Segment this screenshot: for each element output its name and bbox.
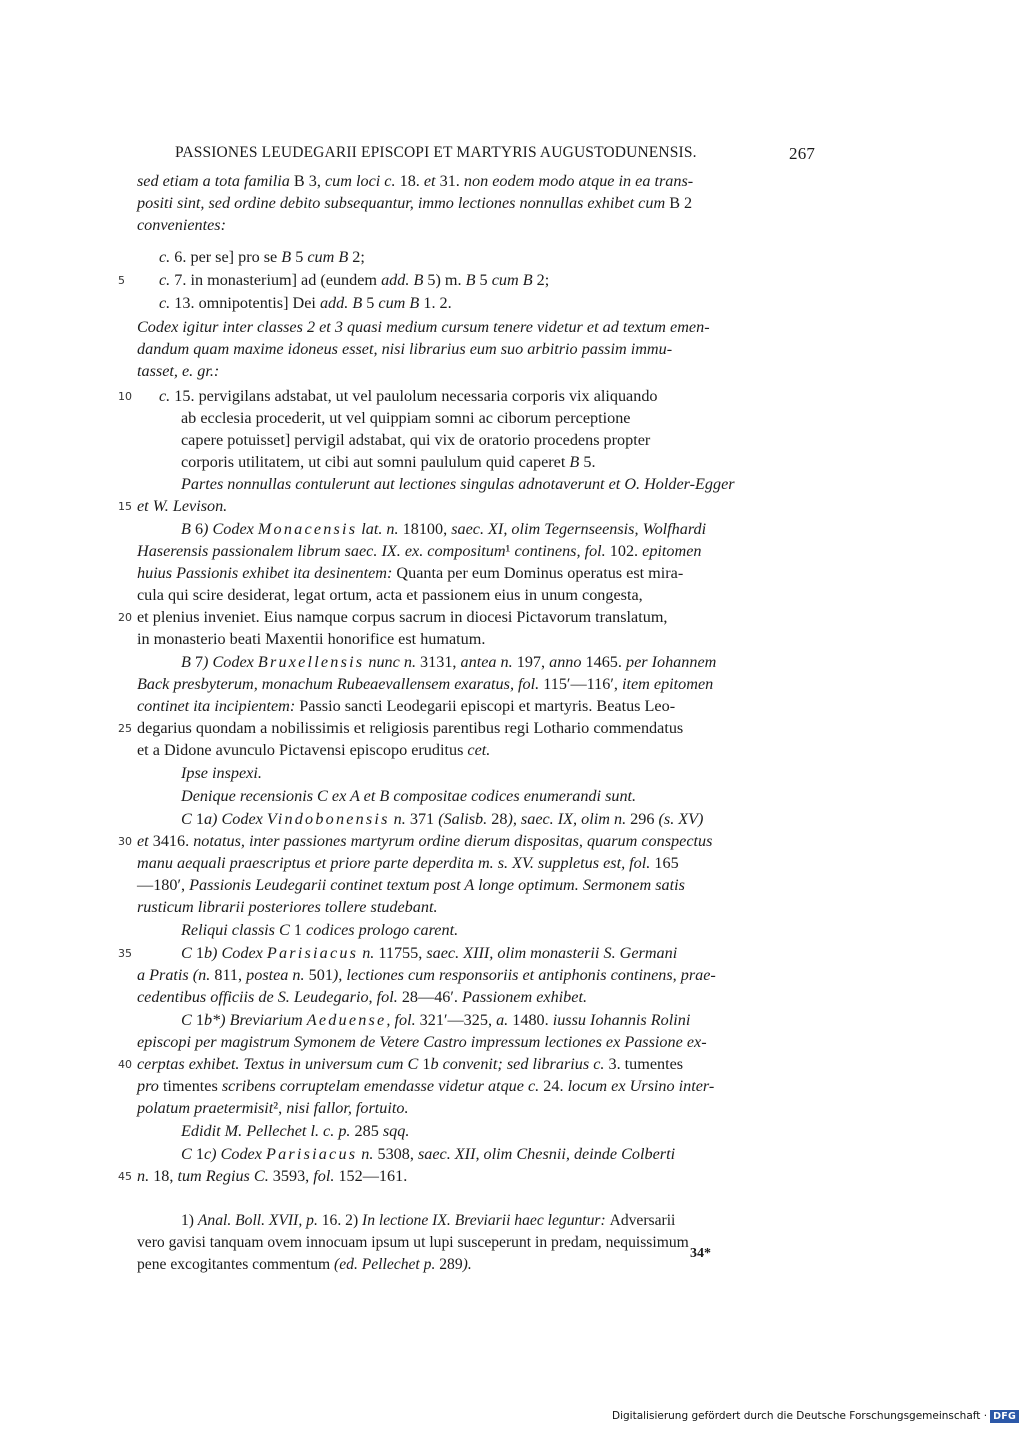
text-segment: episcopi per magistrum Symonem de Vetere Castro impressum lectiones ex Passione ex- <box>137 1033 707 1051</box>
text-segment: Reliqui classis C <box>181 921 294 939</box>
text-line <box>137 562 810 584</box>
text-line <box>137 1075 810 1097</box>
text-segment: ) Codex <box>203 653 258 671</box>
text-segment: 321′—325, <box>419 1011 497 1029</box>
text-segment: 2; <box>536 271 550 289</box>
text-segment: iussu Iohannis Rolini <box>552 1011 691 1029</box>
text-segment: ab ecclesia procederit, ut vel quippiam somni ac ciborum perceptione <box>181 409 631 427</box>
text-segment: c. <box>159 271 175 289</box>
text-segment: 5 <box>295 248 308 266</box>
text-segment: 5 <box>366 294 379 312</box>
text-line <box>137 338 810 360</box>
text-segment: ) Codex <box>203 520 258 538</box>
text-line <box>137 1053 810 1075</box>
text-segment: B <box>569 453 584 471</box>
text-segment: 15. pervigilans adstabat, ut vel paulolum necessaria corporis vix aliquando <box>174 387 658 405</box>
text-segment: 6 <box>194 520 204 538</box>
dfg-logo: DFG <box>990 1410 1019 1423</box>
text-segment: Back presbyterum, monachum Rubeaevallensem exaratus, fol. <box>137 675 544 693</box>
text-line <box>137 316 810 338</box>
text-line <box>137 1165 810 1187</box>
text-line <box>137 473 854 495</box>
text-segment: scribens corruptelam emendasse videtur atque c. <box>221 1077 544 1095</box>
text-segment: C <box>181 944 196 962</box>
text-line <box>137 695 810 717</box>
text-line <box>137 429 854 451</box>
text-segment: rusticum librarii posteriores tollere studebant. <box>137 898 438 916</box>
text-segment: sed etiam a tota familia <box>137 172 294 190</box>
text-line <box>137 762 854 784</box>
text-segment: c. <box>159 248 175 266</box>
text-line <box>137 170 810 192</box>
text-segment: per Iohannem <box>625 653 717 671</box>
text-segment: Aeduense <box>306 1011 387 1029</box>
text-segment: 1. 2. <box>423 294 452 312</box>
text-segment: B 3, <box>293 172 325 190</box>
text-segment: 28 <box>491 810 508 828</box>
text-segment: 3131, <box>420 653 461 671</box>
text-segment: a) Codex <box>203 810 267 828</box>
text-segment: 285 <box>354 1122 383 1140</box>
text-segment: 1480. <box>512 1011 553 1029</box>
text-segment: b) Codex <box>203 944 267 962</box>
text-line <box>137 942 854 964</box>
text-line <box>137 986 810 1008</box>
text-segment: positi sint, sed ordine debito subsequantur, immo lectiones nonnullas exhibet cum <box>137 194 670 212</box>
text-segment: saec. XI, olim Tegernseensis, Wolfhardi <box>451 520 707 538</box>
text-segment: C <box>181 1145 196 1163</box>
text-segment: in monasterio beati Maxentii honorifice est humatum. <box>137 630 486 648</box>
text-segment: B <box>281 248 296 266</box>
text-segment: et a Didone avunculo Pictavensi episcopo eruditus <box>137 741 468 759</box>
text-segment: 1 <box>293 921 307 939</box>
text-segment: ), saec. IX, olim n. <box>507 810 631 828</box>
text-line <box>137 852 810 874</box>
text-segment: fol. <box>313 1167 339 1185</box>
text-segment: 28—46′. <box>401 988 463 1006</box>
text-segment: 1) <box>181 1212 198 1229</box>
text-segment: 5308, <box>377 1145 418 1163</box>
text-line <box>137 628 810 650</box>
text-segment: C <box>181 1011 196 1029</box>
text-segment: 24. <box>543 1077 568 1095</box>
text-segment: c. <box>159 387 175 405</box>
text-segment: nunc n. <box>364 653 421 671</box>
text-segment: Bruxellensis <box>257 653 365 671</box>
text-segment: lat. n. <box>357 520 403 538</box>
line-number-label: 5 <box>118 274 125 287</box>
text-segment: saec. XII, olim Chesnii, deinde Colberti <box>417 1145 676 1163</box>
text-segment: 6. per se] pro se <box>174 248 282 266</box>
text-segment: huius Passionis exhibet ita desinentem: <box>137 564 397 582</box>
text-segment: ², <box>273 1099 287 1117</box>
text-segment: item epitomen <box>621 675 714 693</box>
text-segment: 115′—116′, <box>543 675 622 693</box>
text-segment: Monacensis <box>257 520 358 538</box>
text-segment: corporis utilitatem, ut cibi aut somni paululum quid caperet <box>181 453 570 471</box>
text-segment: In lectione IX. Breviarii haec leguntur: <box>362 1212 610 1229</box>
text-segment: 7. in monasterium] ad (eundem <box>174 271 382 289</box>
line-number-label: 25 <box>118 722 132 735</box>
credit-text: Digitalisierung gefördert durch die Deutsche Forschungsgemeinschaft · <box>612 1410 988 1422</box>
text-segment: 13. omnipotentis] Dei <box>174 294 320 312</box>
text-segment: 197, <box>516 653 550 671</box>
text-line <box>137 830 810 852</box>
text-segment: B <box>181 653 195 671</box>
text-segment: Passio sancti Leodegarii episcopi et martyris. Beatus Leo- <box>299 697 676 715</box>
text-segment: (ed. Pellechet p. <box>334 1256 440 1273</box>
text-segment: add. B <box>381 271 428 289</box>
text-line <box>137 606 810 628</box>
text-segment: a. <box>496 1011 513 1029</box>
text-segment: 1 <box>195 810 204 828</box>
text-segment: cerptas exhibet. Textus in universum cum C <box>137 1055 423 1073</box>
text-segment: et <box>137 832 153 850</box>
text-segment: 18, <box>153 1167 178 1185</box>
text-segment: Partes nonnullas contulerunt aut lectiones singulas adnotaverunt et O. Holder-Egger <box>181 475 735 493</box>
text-segment: et plenius inveniet. Eius namque corpus sacrum in diocesi Pictavorum translatum, <box>137 608 668 626</box>
text-segment: 3593, <box>272 1167 314 1185</box>
text-segment: 165 <box>654 854 679 872</box>
text-segment: 5) m. <box>427 271 466 289</box>
text-segment: Passionem exhibet. <box>462 988 587 1006</box>
text-segment: 1 <box>422 1055 431 1073</box>
text-segment: 102. <box>609 542 643 560</box>
line-number-label: 20 <box>118 611 132 624</box>
text-segment: cum B <box>307 248 353 266</box>
text-segment: 2; <box>352 248 365 266</box>
text-line <box>137 246 832 268</box>
text-segment: Haserensis passionalem librum saec. IX. ex. compositum <box>137 542 506 560</box>
text-segment: add. B <box>319 294 367 312</box>
text-line <box>137 385 832 407</box>
text-segment: cum B <box>491 271 537 289</box>
text-segment: convenientes: <box>137 216 226 234</box>
text-segment: codices prologo carent. <box>306 921 459 939</box>
text-segment: , fol. <box>386 1011 420 1029</box>
text-segment: 1 <box>195 944 204 962</box>
text-segment: B <box>181 520 195 538</box>
text-segment: C <box>181 810 196 828</box>
text-segment: pene excogitantes commentum <box>137 1256 335 1273</box>
text-segment: 1 <box>195 1145 204 1163</box>
text-segment: 5 <box>479 271 492 289</box>
text-segment: sqq. <box>382 1122 410 1140</box>
text-segment: degarius quondam a nobilissimis et religiosis parentibus regi Lothario commendatus <box>137 719 684 737</box>
text-line <box>137 964 810 986</box>
text-segment: B 2 <box>669 194 693 212</box>
text-segment: Ipse inspexi. <box>181 764 262 782</box>
text-line <box>137 1009 854 1031</box>
text-segment: (s. XV) <box>658 810 704 828</box>
text-segment: Vindobonensis <box>266 810 390 828</box>
signature-mark: 34* <box>690 1246 711 1261</box>
text-segment: 1465. <box>585 653 626 671</box>
text-segment: et W. Levison. <box>137 497 228 515</box>
text-segment: 11755, <box>378 944 427 962</box>
text-segment: timentes <box>162 1077 222 1095</box>
text-segment: cedentibus officiis de S. Leudegario, fol. <box>137 988 402 1006</box>
text-segment: B <box>465 271 480 289</box>
text-line <box>137 451 854 473</box>
text-line <box>137 360 810 382</box>
text-segment: tasset, e. gr.: <box>137 362 220 380</box>
line-number-label: 45 <box>118 1170 132 1183</box>
text-segment: continens, fol. <box>514 542 610 560</box>
text-line <box>137 673 810 695</box>
text-segment: Adversarii <box>609 1212 676 1229</box>
text-segment: 296 <box>630 810 659 828</box>
text-segment: Parisiacus <box>266 944 359 962</box>
text-line <box>137 269 832 291</box>
text-segment: n. <box>137 1167 154 1185</box>
line-number-label: 30 <box>118 835 132 848</box>
text-segment: 7 <box>194 653 204 671</box>
text-segment: 5. <box>583 453 596 471</box>
text-line <box>137 1120 854 1142</box>
text-line <box>137 540 810 562</box>
text-segment: Edidit M. Pellechet l. c. p. <box>181 1122 355 1140</box>
text-segment: dandum quam maxime idoneus esset, nisi librarius eum suo arbitrio passim immu- <box>137 340 673 358</box>
line-number-label: 35 <box>118 947 132 960</box>
text-line <box>137 407 854 429</box>
text-segment: n. <box>357 1145 378 1163</box>
text-segment: 811, <box>214 966 247 984</box>
text-segment: c) Codex <box>203 1145 266 1163</box>
text-segment: ), lectiones cum responsoriis et antiphonis continens, prae- <box>332 966 716 984</box>
text-segment: nisi fallor, fortuito. <box>286 1099 409 1117</box>
text-segment: vero gavisi tanquam ovem innocuam ipsum ut lupi susceperunt in predam, nequissimum <box>137 1234 689 1251</box>
text-line <box>137 1143 854 1165</box>
text-segment: continet ita incipientem: <box>137 697 300 715</box>
text-segment: saec. XIII, olim monasterii S. Germani <box>426 944 678 962</box>
text-line <box>137 739 810 761</box>
digitization-credit <box>612 1410 1019 1423</box>
text-segment: 371 <box>409 810 439 828</box>
line-number-label: 15 <box>118 500 132 513</box>
text-segment: 18. <box>399 172 424 190</box>
text-segment: n. <box>389 810 410 828</box>
text-segment: cet. <box>467 741 491 759</box>
text-segment: tum Regius C. <box>177 1167 273 1185</box>
text-segment: ¹ <box>505 542 515 560</box>
text-line <box>137 214 810 236</box>
text-segment: 1 <box>195 1011 204 1029</box>
text-segment: b*) Breviarium <box>203 1011 307 1029</box>
text-segment: 3. tumentes <box>608 1055 684 1073</box>
text-line <box>137 1031 810 1053</box>
text-segment: polatum praetermisit <box>137 1099 274 1117</box>
text-segment: postea n. <box>246 966 309 984</box>
text-line <box>137 919 854 941</box>
footnote-line <box>137 1210 854 1232</box>
text-segment: 16. 2) <box>321 1212 363 1229</box>
text-line <box>137 874 810 896</box>
text-segment: 3416. <box>152 832 194 850</box>
line-number-label: 40 <box>118 1058 132 1071</box>
text-line <box>137 518 854 540</box>
text-line <box>137 584 810 606</box>
text-segment: anno <box>549 653 586 671</box>
text-segment: Passionis Leudegarii continet textum post A longe optimum. Sermonem satis <box>189 876 685 894</box>
text-segment: epitomen <box>642 542 702 560</box>
text-line <box>137 785 854 807</box>
text-segment: capere potuisset] pervigil adstabat, qui vix de oratorio procedens propter <box>181 431 651 449</box>
text-segment: 152—161. <box>338 1167 408 1185</box>
text-segment: pro <box>137 1077 163 1095</box>
page-header-title: PASSIONES LEUDEGARII EPISCOPI ET MARTYRIS AUGUSTODUNENSIS. <box>175 144 697 161</box>
text-segment: 18100, <box>402 520 452 538</box>
text-line <box>137 651 854 673</box>
text-segment: non eodem modo atque in ea trans- <box>463 172 694 190</box>
text-line <box>137 717 810 739</box>
text-segment: locum ex Ursino inter- <box>567 1077 715 1095</box>
text-segment: b convenit; sed librarius c. <box>430 1055 609 1073</box>
text-segment: a Pratis (n. <box>137 966 215 984</box>
text-segment: 31. <box>439 172 464 190</box>
text-segment: ). <box>462 1256 472 1273</box>
text-segment: (Salisb. <box>438 810 492 828</box>
text-segment: notatus, inter passiones martyrum ordine dierum dispositas, quarum conspectus <box>193 832 713 850</box>
text-segment: —180′, <box>137 876 190 894</box>
text-line <box>137 896 810 918</box>
text-segment: cum loci c. <box>324 172 400 190</box>
text-segment: cula qui scire desiderat, legat ortum, acta et passionem eius in unum congesta, <box>137 586 643 604</box>
text-segment: cum B <box>378 294 424 312</box>
text-segment: Codex igitur inter classes 2 et 3 quasi medium cursum tenere videtur et ad textum emen- <box>137 318 710 336</box>
line-number-label: 10 <box>118 390 132 403</box>
text-segment: Denique recensionis C ex A et B compositae codices enumerandi sunt. <box>181 787 637 805</box>
text-segment: Anal. Boll. XVII, p. <box>197 1212 322 1229</box>
text-segment: manu aequali praescriptus et priore parte deperdita m. s. XV. suppletus est, fol. <box>137 854 655 872</box>
text-line <box>137 192 810 214</box>
page-number: 267 <box>789 144 815 163</box>
text-line <box>137 495 810 517</box>
text-segment: antea n. <box>460 653 517 671</box>
text-line <box>137 292 832 314</box>
text-segment: et <box>423 172 440 190</box>
text-line <box>137 1097 810 1119</box>
text-segment: c. <box>159 294 175 312</box>
text-segment: Quanta per eum Dominus operatus est mira- <box>396 564 684 582</box>
text-segment: Parisiacus <box>265 1145 358 1163</box>
text-segment: n. <box>358 944 379 962</box>
text-segment: 501 <box>308 966 333 984</box>
text-line <box>137 808 854 830</box>
text-segment: 289 <box>439 1256 463 1273</box>
